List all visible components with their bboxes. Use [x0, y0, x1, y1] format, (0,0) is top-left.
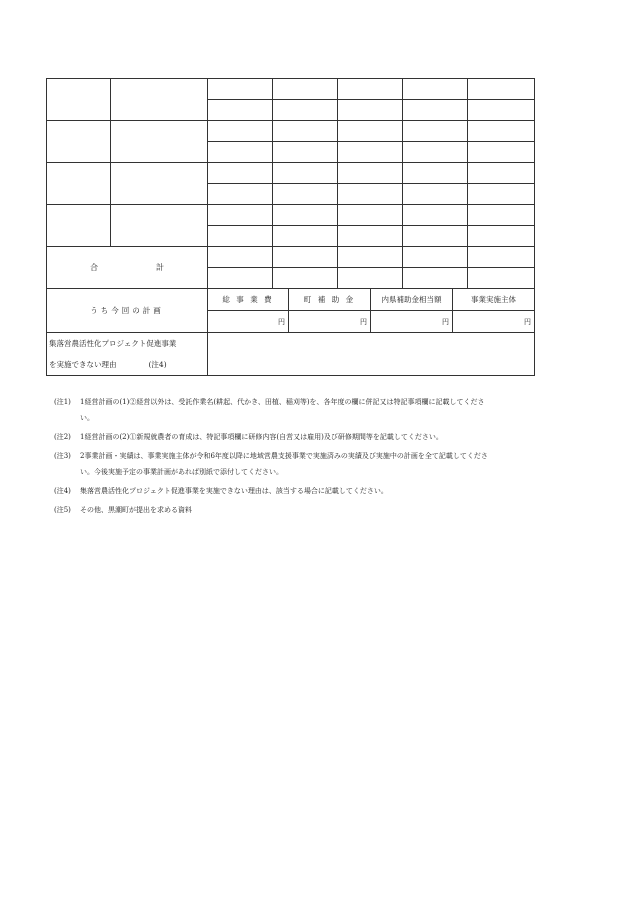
note-line: 集落営農活性化プロジェクト促進事業を実施できない理由は、該当する場合に記載してください。	[80, 487, 388, 495]
cell[interactable]	[111, 121, 208, 163]
total-label-right: 計	[156, 263, 164, 272]
current-plan-table	[46, 288, 535, 376]
cell[interactable]	[273, 226, 338, 247]
cell[interactable]	[403, 100, 468, 121]
total-label-left: 合	[90, 263, 98, 272]
cell[interactable]	[208, 226, 273, 247]
cell[interactable]	[338, 205, 403, 226]
cell[interactable]	[208, 205, 273, 226]
cell[interactable]	[338, 100, 403, 121]
total-label	[47, 247, 208, 289]
cell[interactable]	[111, 205, 208, 247]
town-subsidy-cell[interactable]: 円	[289, 311, 371, 333]
cell[interactable]	[208, 268, 273, 289]
note-tag: (注2)	[54, 433, 71, 441]
cell[interactable]	[403, 184, 468, 205]
cell[interactable]	[338, 247, 403, 268]
cell[interactable]	[208, 79, 273, 100]
cell[interactable]	[468, 121, 535, 142]
cell[interactable]	[208, 142, 273, 163]
cell[interactable]	[273, 79, 338, 100]
note-line: い。	[80, 414, 94, 422]
note-5	[46, 506, 536, 522]
table-row	[47, 163, 535, 184]
note-line: 1経営計画の(2)①新規就農者の育成は、特記事項欄に研修内容(自営又は雇用)及び研修期間等を記載してください。	[80, 433, 443, 441]
cell[interactable]	[403, 247, 468, 268]
cell[interactable]	[47, 163, 111, 205]
cell[interactable]	[338, 79, 403, 100]
cell[interactable]	[403, 163, 468, 184]
cell[interactable]	[468, 268, 535, 289]
plan-label: うち今回の計画	[47, 289, 208, 333]
cell[interactable]	[468, 247, 535, 268]
cell[interactable]	[111, 79, 208, 121]
note-tag: (注5)	[54, 506, 71, 514]
pref-subsidy-cell[interactable]: 円	[371, 311, 453, 333]
note-tag: (注4)	[54, 487, 71, 495]
cell[interactable]	[468, 184, 535, 205]
cell[interactable]	[273, 247, 338, 268]
note-tag: (注1)	[54, 398, 71, 406]
reason-label	[47, 333, 208, 376]
cell[interactable]	[403, 79, 468, 100]
cell[interactable]	[47, 205, 111, 247]
cell[interactable]	[338, 163, 403, 184]
note-line: その他、黒潮町が提出を求める資料	[80, 506, 192, 514]
note-3	[46, 452, 536, 484]
cell[interactable]	[468, 142, 535, 163]
header-town-subsidy: 町 補 助 金	[289, 289, 371, 311]
cell[interactable]	[47, 79, 111, 121]
implementer-cell[interactable]: 円	[453, 311, 535, 333]
cell[interactable]	[208, 247, 273, 268]
note-line: 2事業計画・実績は、事業実施主体が令和6年度以降に地域営農支援事業で実施済みの実績及び実施中の計画を全て記載してくださ	[80, 452, 488, 460]
table-row	[47, 121, 535, 142]
cell[interactable]	[468, 163, 535, 184]
note-2	[46, 433, 536, 449]
total-row	[47, 247, 535, 268]
project-table	[46, 78, 535, 289]
reason-line-2	[49, 354, 207, 375]
cell[interactable]	[273, 268, 338, 289]
plan-header-row	[47, 289, 535, 311]
cell[interactable]	[208, 184, 273, 205]
cell[interactable]	[468, 100, 535, 121]
note-line: 1経営計画の(1)②経営以外は、受託作業名(耕起、代かき、田植、稲刈等)を、各年度の欄に併記又は特記事項欄に記載してくださ	[80, 398, 485, 406]
reason-line-1: 集落営農活性化プロジェクト促進事業	[49, 339, 177, 348]
note-1	[46, 398, 536, 430]
cell[interactable]	[468, 226, 535, 247]
cell[interactable]	[403, 121, 468, 142]
cell[interactable]	[468, 205, 535, 226]
cell[interactable]	[47, 121, 111, 163]
cell[interactable]	[273, 205, 338, 226]
cell[interactable]	[403, 142, 468, 163]
cell[interactable]	[208, 121, 273, 142]
reason-input[interactable]	[208, 333, 535, 376]
cell[interactable]	[338, 184, 403, 205]
cell[interactable]	[338, 226, 403, 247]
note-line: い。今後実施予定の事業計画があれば別紙で添付してください。	[80, 468, 283, 476]
note-4	[46, 487, 536, 503]
cell[interactable]	[111, 163, 208, 205]
cell[interactable]	[403, 205, 468, 226]
header-total-cost: 総 事 業 費	[208, 289, 289, 311]
note-tag: (注3)	[54, 452, 71, 460]
table-row	[47, 79, 535, 100]
cell[interactable]	[338, 142, 403, 163]
cell[interactable]	[403, 226, 468, 247]
total-cost-cell[interactable]: 円	[208, 311, 289, 333]
cell[interactable]	[273, 142, 338, 163]
cell[interactable]	[273, 163, 338, 184]
table-row	[47, 205, 535, 226]
cell[interactable]	[273, 121, 338, 142]
cell[interactable]	[273, 184, 338, 205]
reason-row	[47, 333, 535, 376]
cell[interactable]	[403, 268, 468, 289]
cell[interactable]	[273, 100, 338, 121]
reason-line-2-text: を実施できない理由	[49, 360, 117, 369]
cell[interactable]	[338, 268, 403, 289]
reason-note: (注4)	[148, 360, 167, 369]
header-implementer: 事業実施主体	[453, 289, 535, 311]
cell[interactable]	[338, 121, 403, 142]
cell[interactable]	[208, 100, 273, 121]
notes-section	[46, 398, 536, 522]
header-pref-subsidy: 内県補助金相当額	[371, 289, 453, 311]
cell[interactable]	[468, 79, 535, 100]
cell[interactable]	[208, 163, 273, 184]
